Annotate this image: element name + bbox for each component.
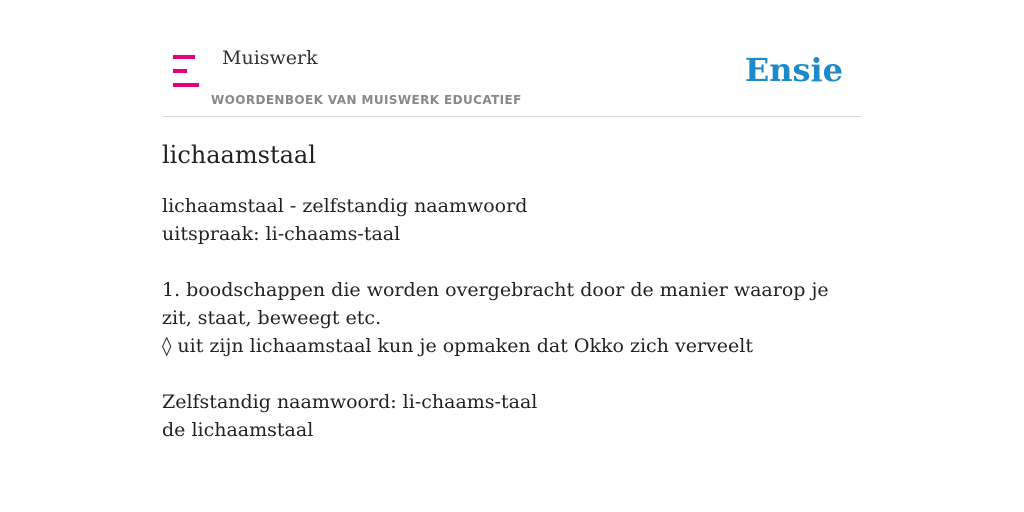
logo-bar [173,55,195,59]
brand-name[interactable]: Muiswerk [222,47,318,69]
logo-bar [173,69,187,73]
word-class-line: lichaamstaal - zelfstandig naamwoord [162,195,528,217]
spacer [162,248,862,276]
example-sentence: ◊ uit zijn lichaamstaal kun je opmaken dat Okko zich verveelt [162,335,753,357]
article-line: de lichaamstaal [162,419,314,441]
page-title: lichaamstaal [162,141,316,169]
spacer [162,360,862,388]
noun-line: Zelfstandig naamwoord: li-chaams-taal [162,391,538,413]
dictionary-subtitle: WOORDENBOEK VAN MUISWERK EDUCATIEF [211,93,522,107]
header [162,0,862,117]
ensie-logo[interactable]: Ensie [744,51,843,89]
pronunciation-line: uitspraak: li-chaams-taal [162,223,401,245]
muiswerk-logo-icon[interactable] [173,55,199,87]
logo-bar [173,83,199,87]
page [162,0,862,512]
entry-body [162,192,862,444]
definition: 1. boodschappen die worden overgebracht door de manier waarop je zit, staat, beweegt etc. [162,279,829,329]
